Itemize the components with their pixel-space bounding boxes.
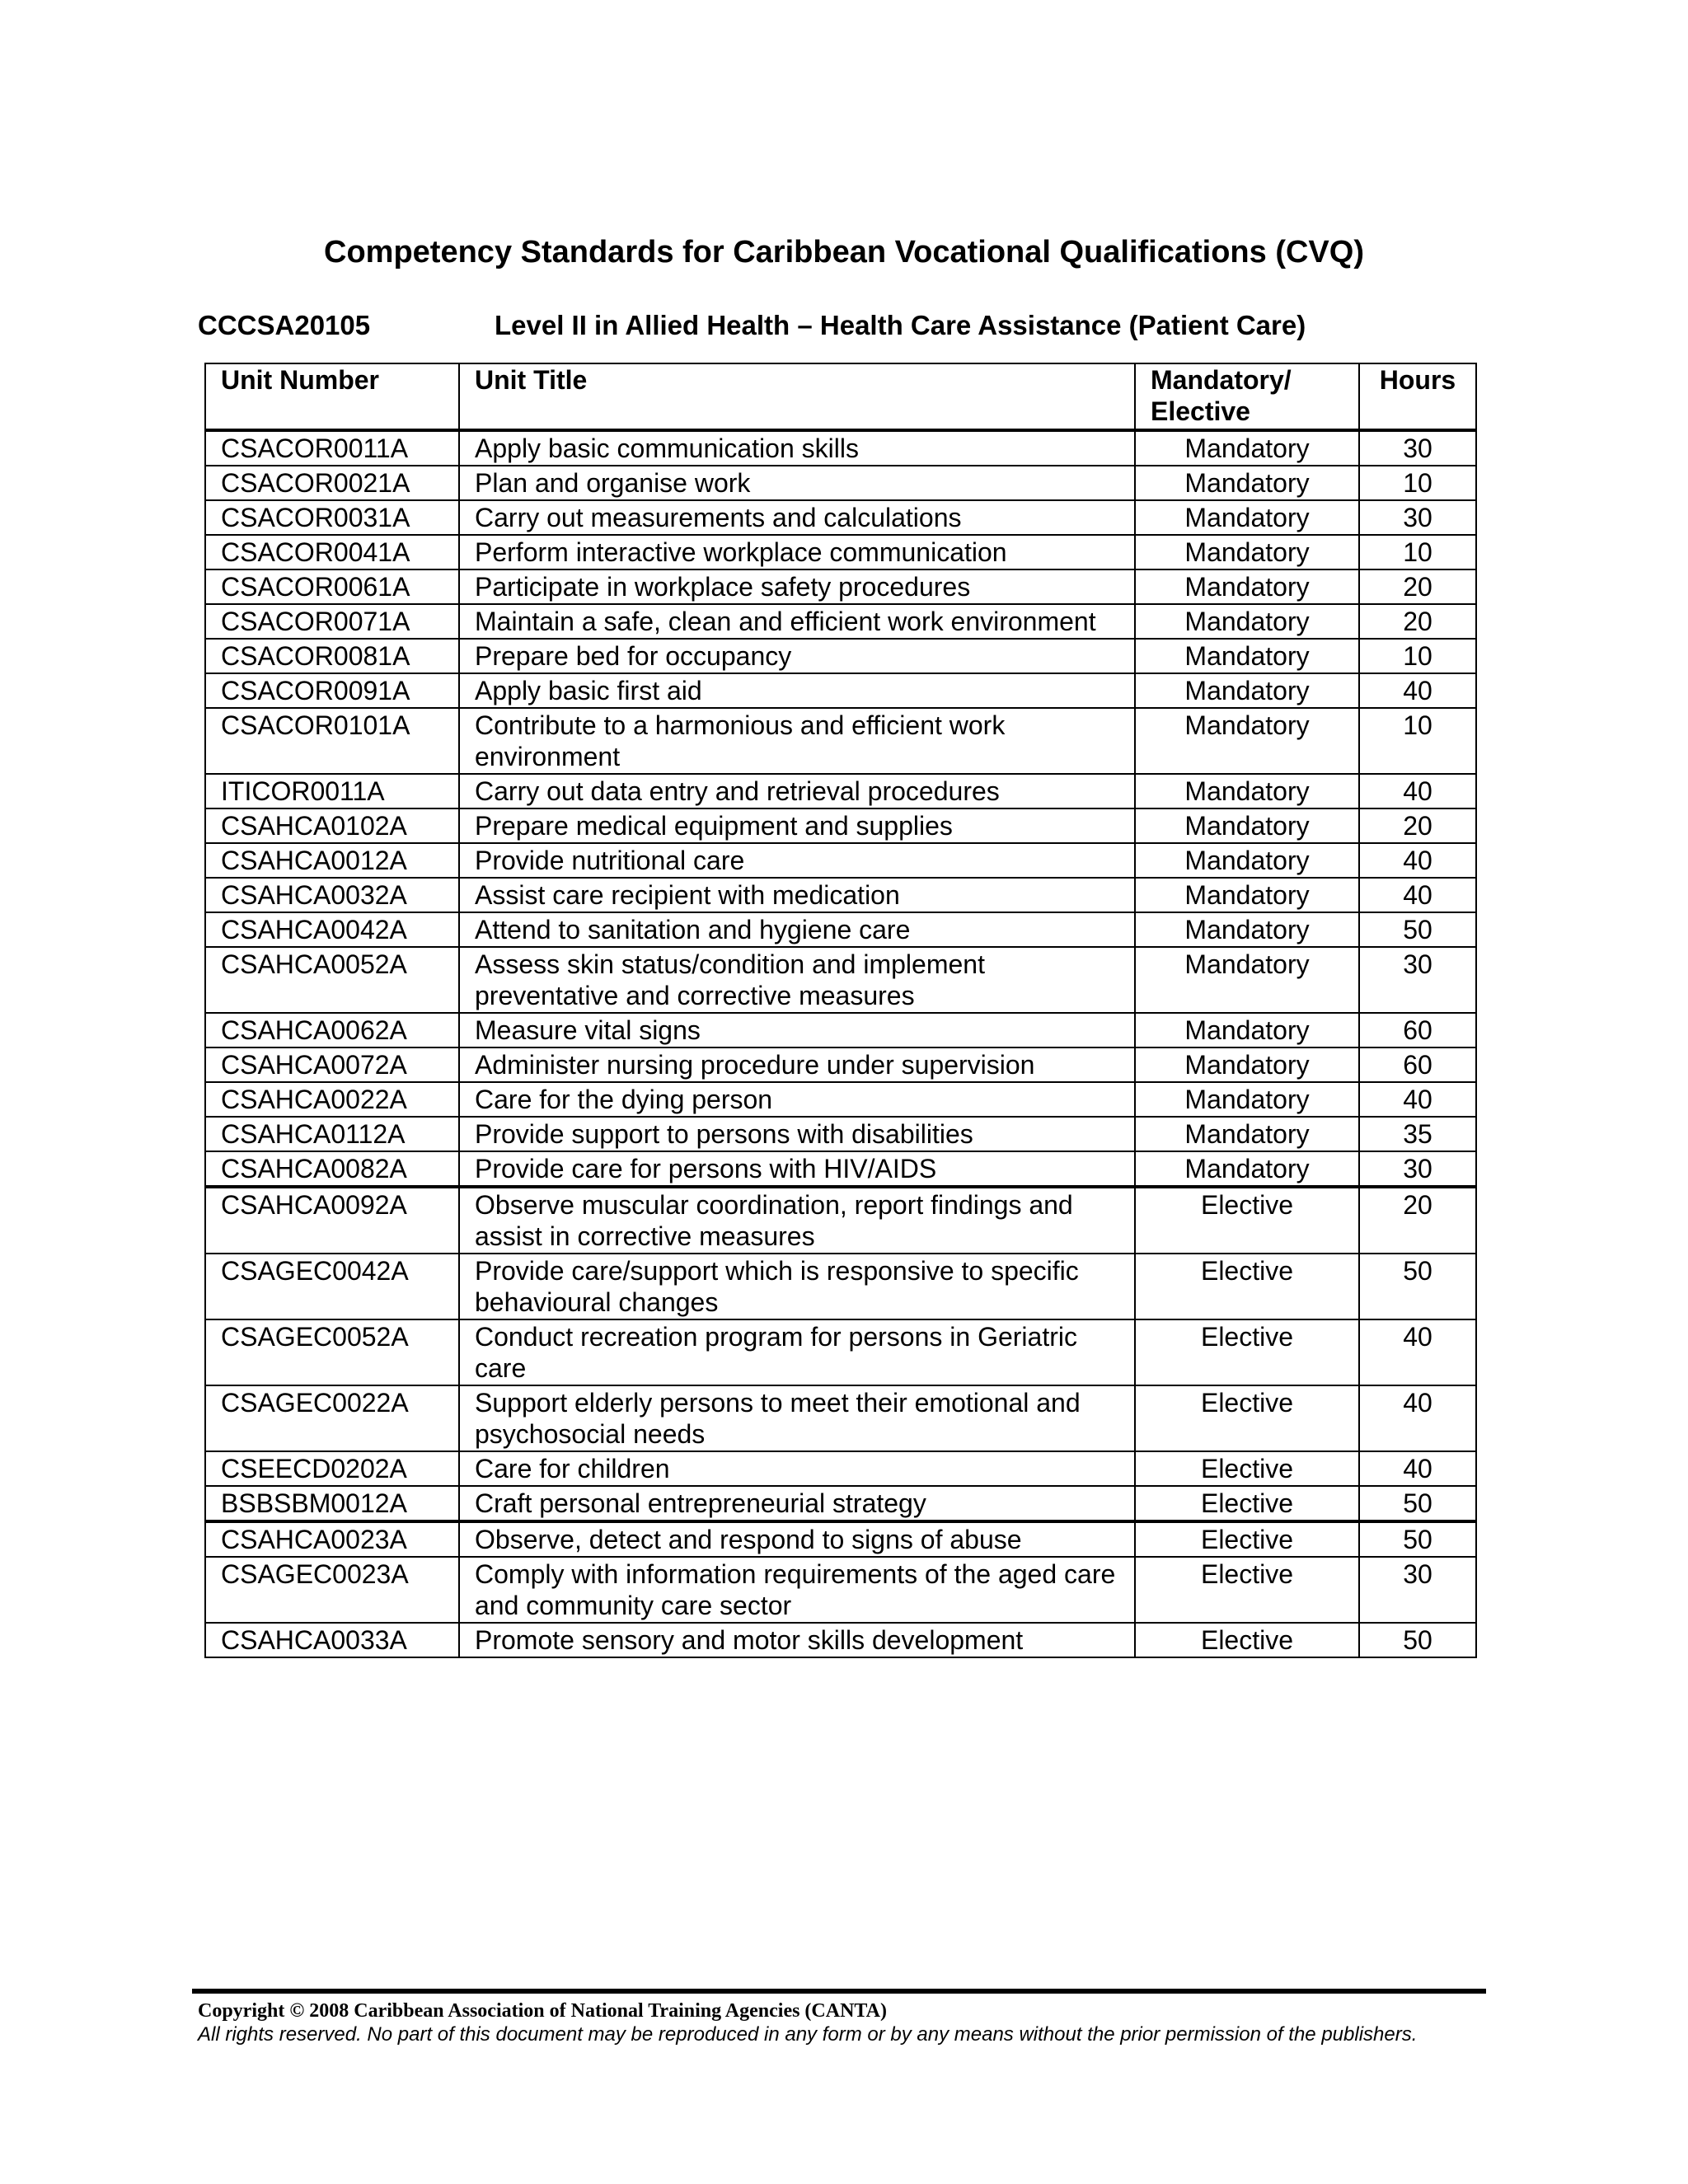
unit-number-cell: CSAHCA0012A bbox=[205, 843, 459, 878]
units-table-body bbox=[205, 430, 1476, 1657]
mandatory-elective-cell: Mandatory bbox=[1135, 878, 1359, 912]
header-mandatory-elective: Mandatory/ Elective bbox=[1135, 363, 1359, 430]
table-row bbox=[205, 1151, 1476, 1187]
mandatory-elective-cell: Mandatory bbox=[1135, 430, 1359, 466]
unit-number-cell: CSAHCA0052A bbox=[205, 947, 459, 1013]
hours-cell: 10 bbox=[1359, 639, 1476, 673]
table-row bbox=[205, 1623, 1476, 1657]
table-row bbox=[205, 1319, 1476, 1385]
unit-title-cell: Promote sensory and motor skills development bbox=[459, 1623, 1135, 1657]
unit-number-cell: BSBSBM0012A bbox=[205, 1486, 459, 1521]
hours-cell: 40 bbox=[1359, 1451, 1476, 1486]
unit-number-cell: CSAHCA0112A bbox=[205, 1117, 459, 1151]
unit-title-cell: Care for children bbox=[459, 1451, 1135, 1486]
unit-title-cell: Craft personal entrepreneurial strategy bbox=[459, 1486, 1135, 1521]
mandatory-elective-cell: Mandatory bbox=[1135, 604, 1359, 639]
mandatory-elective-cell: Mandatory bbox=[1135, 1117, 1359, 1151]
hours-cell: 30 bbox=[1359, 1151, 1476, 1187]
copyright-notice: Copyright © 2008 Caribbean Association of National Training Agencies (CANTA) bbox=[198, 2000, 887, 2022]
hours-cell: 30 bbox=[1359, 500, 1476, 535]
unit-number-cell: CSAHCA0102A bbox=[205, 808, 459, 843]
unit-title-cell: Plan and organise work bbox=[459, 466, 1135, 500]
unit-title-cell: Observe, detect and respond to signs of abuse bbox=[459, 1521, 1135, 1557]
hours-cell: 10 bbox=[1359, 535, 1476, 569]
mandatory-elective-cell: Elective bbox=[1135, 1623, 1359, 1657]
unit-number-cell: CSAGEC0022A bbox=[205, 1385, 459, 1451]
mandatory-elective-cell: Elective bbox=[1135, 1254, 1359, 1319]
unit-number-cell: CSACOR0011A bbox=[205, 430, 459, 466]
unit-number-cell: CSAHCA0082A bbox=[205, 1151, 459, 1187]
unit-number-cell: CSACOR0071A bbox=[205, 604, 459, 639]
hours-cell: 60 bbox=[1359, 1047, 1476, 1082]
unit-number-cell: CSACOR0061A bbox=[205, 569, 459, 604]
hours-cell: 50 bbox=[1359, 1521, 1476, 1557]
units-table bbox=[204, 363, 1477, 1658]
unit-number-cell: CSAGEC0023A bbox=[205, 1557, 459, 1623]
unit-number-cell: CSAHCA0032A bbox=[205, 878, 459, 912]
table-row bbox=[205, 1013, 1476, 1047]
unit-title-cell: Apply basic communication skills bbox=[459, 430, 1135, 466]
unit-title-cell: Administer nursing procedure under supervision bbox=[459, 1047, 1135, 1082]
unit-number-cell: CSAGEC0042A bbox=[205, 1254, 459, 1319]
hours-cell: 20 bbox=[1359, 569, 1476, 604]
unit-title-cell: Provide support to persons with disabilities bbox=[459, 1117, 1135, 1151]
hours-cell: 20 bbox=[1359, 604, 1476, 639]
table-row bbox=[205, 639, 1476, 673]
hours-cell: 40 bbox=[1359, 878, 1476, 912]
mandatory-elective-cell: Mandatory bbox=[1135, 808, 1359, 843]
table-row bbox=[205, 808, 1476, 843]
table-row bbox=[205, 1047, 1476, 1082]
qualification-code: CCCSA20105 bbox=[198, 310, 371, 340]
unit-title-cell: Provide care/support which is responsive to specific behavioural changes bbox=[459, 1254, 1135, 1319]
mandatory-elective-cell: Elective bbox=[1135, 1521, 1359, 1557]
hours-cell: 20 bbox=[1359, 808, 1476, 843]
mandatory-elective-cell: Mandatory bbox=[1135, 673, 1359, 708]
table-row bbox=[205, 604, 1476, 639]
mandatory-elective-cell: Mandatory bbox=[1135, 1082, 1359, 1117]
hours-cell: 35 bbox=[1359, 1117, 1476, 1151]
unit-title-cell: Support elderly persons to meet their emotional and psychosocial needs bbox=[459, 1385, 1135, 1451]
hours-cell: 30 bbox=[1359, 430, 1476, 466]
mandatory-elective-cell: Elective bbox=[1135, 1319, 1359, 1385]
hours-cell: 30 bbox=[1359, 1557, 1476, 1623]
table-row bbox=[205, 1385, 1476, 1451]
table-row bbox=[205, 947, 1476, 1013]
unit-title-cell: Prepare medical equipment and supplies bbox=[459, 808, 1135, 843]
mandatory-elective-cell: Elective bbox=[1135, 1557, 1359, 1623]
table-row bbox=[205, 1486, 1476, 1521]
table-row bbox=[205, 774, 1476, 808]
hours-cell: 50 bbox=[1359, 1623, 1476, 1657]
mandatory-elective-cell: Mandatory bbox=[1135, 947, 1359, 1013]
unit-number-cell: CSACOR0091A bbox=[205, 673, 459, 708]
unit-number-cell: CSACOR0081A bbox=[205, 639, 459, 673]
unit-title-cell: Carry out measurements and calculations bbox=[459, 500, 1135, 535]
unit-number-cell: CSAHCA0072A bbox=[205, 1047, 459, 1082]
table-row bbox=[205, 673, 1476, 708]
unit-number-cell: CSAHCA0022A bbox=[205, 1082, 459, 1117]
header-hours: Hours bbox=[1359, 363, 1476, 430]
unit-title-cell: Comply with information requirements of the aged care and community care sector bbox=[459, 1557, 1135, 1623]
unit-title-cell: Contribute to a harmonious and efficient work environment bbox=[459, 708, 1135, 774]
table-row bbox=[205, 878, 1476, 912]
hours-cell: 10 bbox=[1359, 708, 1476, 774]
hours-cell: 40 bbox=[1359, 673, 1476, 708]
hours-cell: 30 bbox=[1359, 947, 1476, 1013]
unit-number-cell: CSAGEC0052A bbox=[205, 1319, 459, 1385]
unit-number-cell: CSAHCA0033A bbox=[205, 1623, 459, 1657]
table-row bbox=[205, 535, 1476, 569]
unit-number-cell: CSAHCA0092A bbox=[205, 1187, 459, 1254]
unit-title-cell: Apply basic first aid bbox=[459, 673, 1135, 708]
hours-cell: 40 bbox=[1359, 1385, 1476, 1451]
mandatory-elective-cell: Elective bbox=[1135, 1187, 1359, 1254]
table-row bbox=[205, 843, 1476, 878]
hours-cell: 40 bbox=[1359, 1319, 1476, 1385]
unit-number-cell: CSACOR0101A bbox=[205, 708, 459, 774]
mandatory-elective-cell: Elective bbox=[1135, 1385, 1359, 1451]
hours-cell: 50 bbox=[1359, 1486, 1476, 1521]
unit-title-cell: Maintain a safe, clean and efficient work environment bbox=[459, 604, 1135, 639]
hours-cell: 10 bbox=[1359, 466, 1476, 500]
table-row bbox=[205, 1082, 1476, 1117]
table-row bbox=[205, 569, 1476, 604]
mandatory-elective-cell: Mandatory bbox=[1135, 843, 1359, 878]
unit-title-cell: Participate in workplace safety procedures bbox=[459, 569, 1135, 604]
hours-cell: 40 bbox=[1359, 843, 1476, 878]
unit-title-cell: Assist care recipient with medication bbox=[459, 878, 1135, 912]
mandatory-elective-cell: Mandatory bbox=[1135, 1013, 1359, 1047]
mandatory-elective-cell: Mandatory bbox=[1135, 500, 1359, 535]
unit-number-cell: CSACOR0041A bbox=[205, 535, 459, 569]
table-row bbox=[205, 1521, 1476, 1557]
unit-number-cell: CSEECD0202A bbox=[205, 1451, 459, 1486]
mandatory-elective-cell: Elective bbox=[1135, 1486, 1359, 1521]
unit-title-cell: Measure vital signs bbox=[459, 1013, 1135, 1047]
mandatory-elective-cell: Mandatory bbox=[1135, 569, 1359, 604]
table-row bbox=[205, 1187, 1476, 1254]
table-row bbox=[205, 1254, 1476, 1319]
unit-number-cell: CSAHCA0023A bbox=[205, 1521, 459, 1557]
table-row bbox=[205, 1557, 1476, 1623]
table-row bbox=[205, 1117, 1476, 1151]
unit-number-cell: ITICOR0011A bbox=[205, 774, 459, 808]
rights-notice: All rights reserved. No part of this document may be reproduced in any form or by any means without the prior permission of the publishers. bbox=[198, 2023, 1418, 2046]
unit-title-cell: Conduct recreation program for persons in Geriatric care bbox=[459, 1319, 1135, 1385]
hours-cell: 60 bbox=[1359, 1013, 1476, 1047]
page-title: Competency Standards for Caribbean Vocational Qualifications (CVQ) bbox=[324, 235, 1364, 269]
unit-title-cell: Observe muscular coordination, report findings and assist in corrective measures bbox=[459, 1187, 1135, 1254]
footer-divider bbox=[192, 1989, 1486, 1994]
header-unit-title: Unit Title bbox=[459, 363, 1135, 430]
unit-number-cell: CSACOR0031A bbox=[205, 500, 459, 535]
unit-title-cell: Prepare bed for occupancy bbox=[459, 639, 1135, 673]
hours-cell: 40 bbox=[1359, 1082, 1476, 1117]
mandatory-elective-cell: Mandatory bbox=[1135, 1151, 1359, 1187]
mandatory-elective-cell: Mandatory bbox=[1135, 466, 1359, 500]
hours-cell: 20 bbox=[1359, 1187, 1476, 1254]
mandatory-elective-cell: Mandatory bbox=[1135, 708, 1359, 774]
hours-cell: 50 bbox=[1359, 1254, 1476, 1319]
hours-cell: 40 bbox=[1359, 774, 1476, 808]
unit-title-cell: Carry out data entry and retrieval procedures bbox=[459, 774, 1135, 808]
mandatory-elective-cell: Mandatory bbox=[1135, 535, 1359, 569]
header-unit-number: Unit Number bbox=[205, 363, 459, 430]
table-header-row bbox=[205, 363, 1476, 430]
unit-title-cell: Attend to sanitation and hygiene care bbox=[459, 912, 1135, 947]
unit-number-cell: CSACOR0021A bbox=[205, 466, 459, 500]
mandatory-elective-cell: Mandatory bbox=[1135, 1047, 1359, 1082]
unit-title-cell: Provide nutritional care bbox=[459, 843, 1135, 878]
table-row bbox=[205, 466, 1476, 500]
unit-title-cell: Provide care for persons with HIV/AIDS bbox=[459, 1151, 1135, 1187]
mandatory-elective-cell: Mandatory bbox=[1135, 912, 1359, 947]
mandatory-elective-cell: Mandatory bbox=[1135, 639, 1359, 673]
unit-title-cell: Care for the dying person bbox=[459, 1082, 1135, 1117]
table-row bbox=[205, 912, 1476, 947]
hours-cell: 50 bbox=[1359, 912, 1476, 947]
table-row bbox=[205, 1451, 1476, 1486]
table-row bbox=[205, 500, 1476, 535]
mandatory-elective-cell: Elective bbox=[1135, 1451, 1359, 1486]
unit-number-cell: CSAHCA0062A bbox=[205, 1013, 459, 1047]
unit-title-cell: Perform interactive workplace communication bbox=[459, 535, 1135, 569]
unit-title-cell: Assess skin status/condition and implement preventative and corrective measures bbox=[459, 947, 1135, 1013]
mandatory-elective-cell: Mandatory bbox=[1135, 774, 1359, 808]
table-row bbox=[205, 708, 1476, 774]
unit-number-cell: CSAHCA0042A bbox=[205, 912, 459, 947]
table-row bbox=[205, 430, 1476, 466]
qualification-title: Level II in Allied Health – Health Care Assistance (Patient Care) bbox=[495, 310, 1306, 340]
